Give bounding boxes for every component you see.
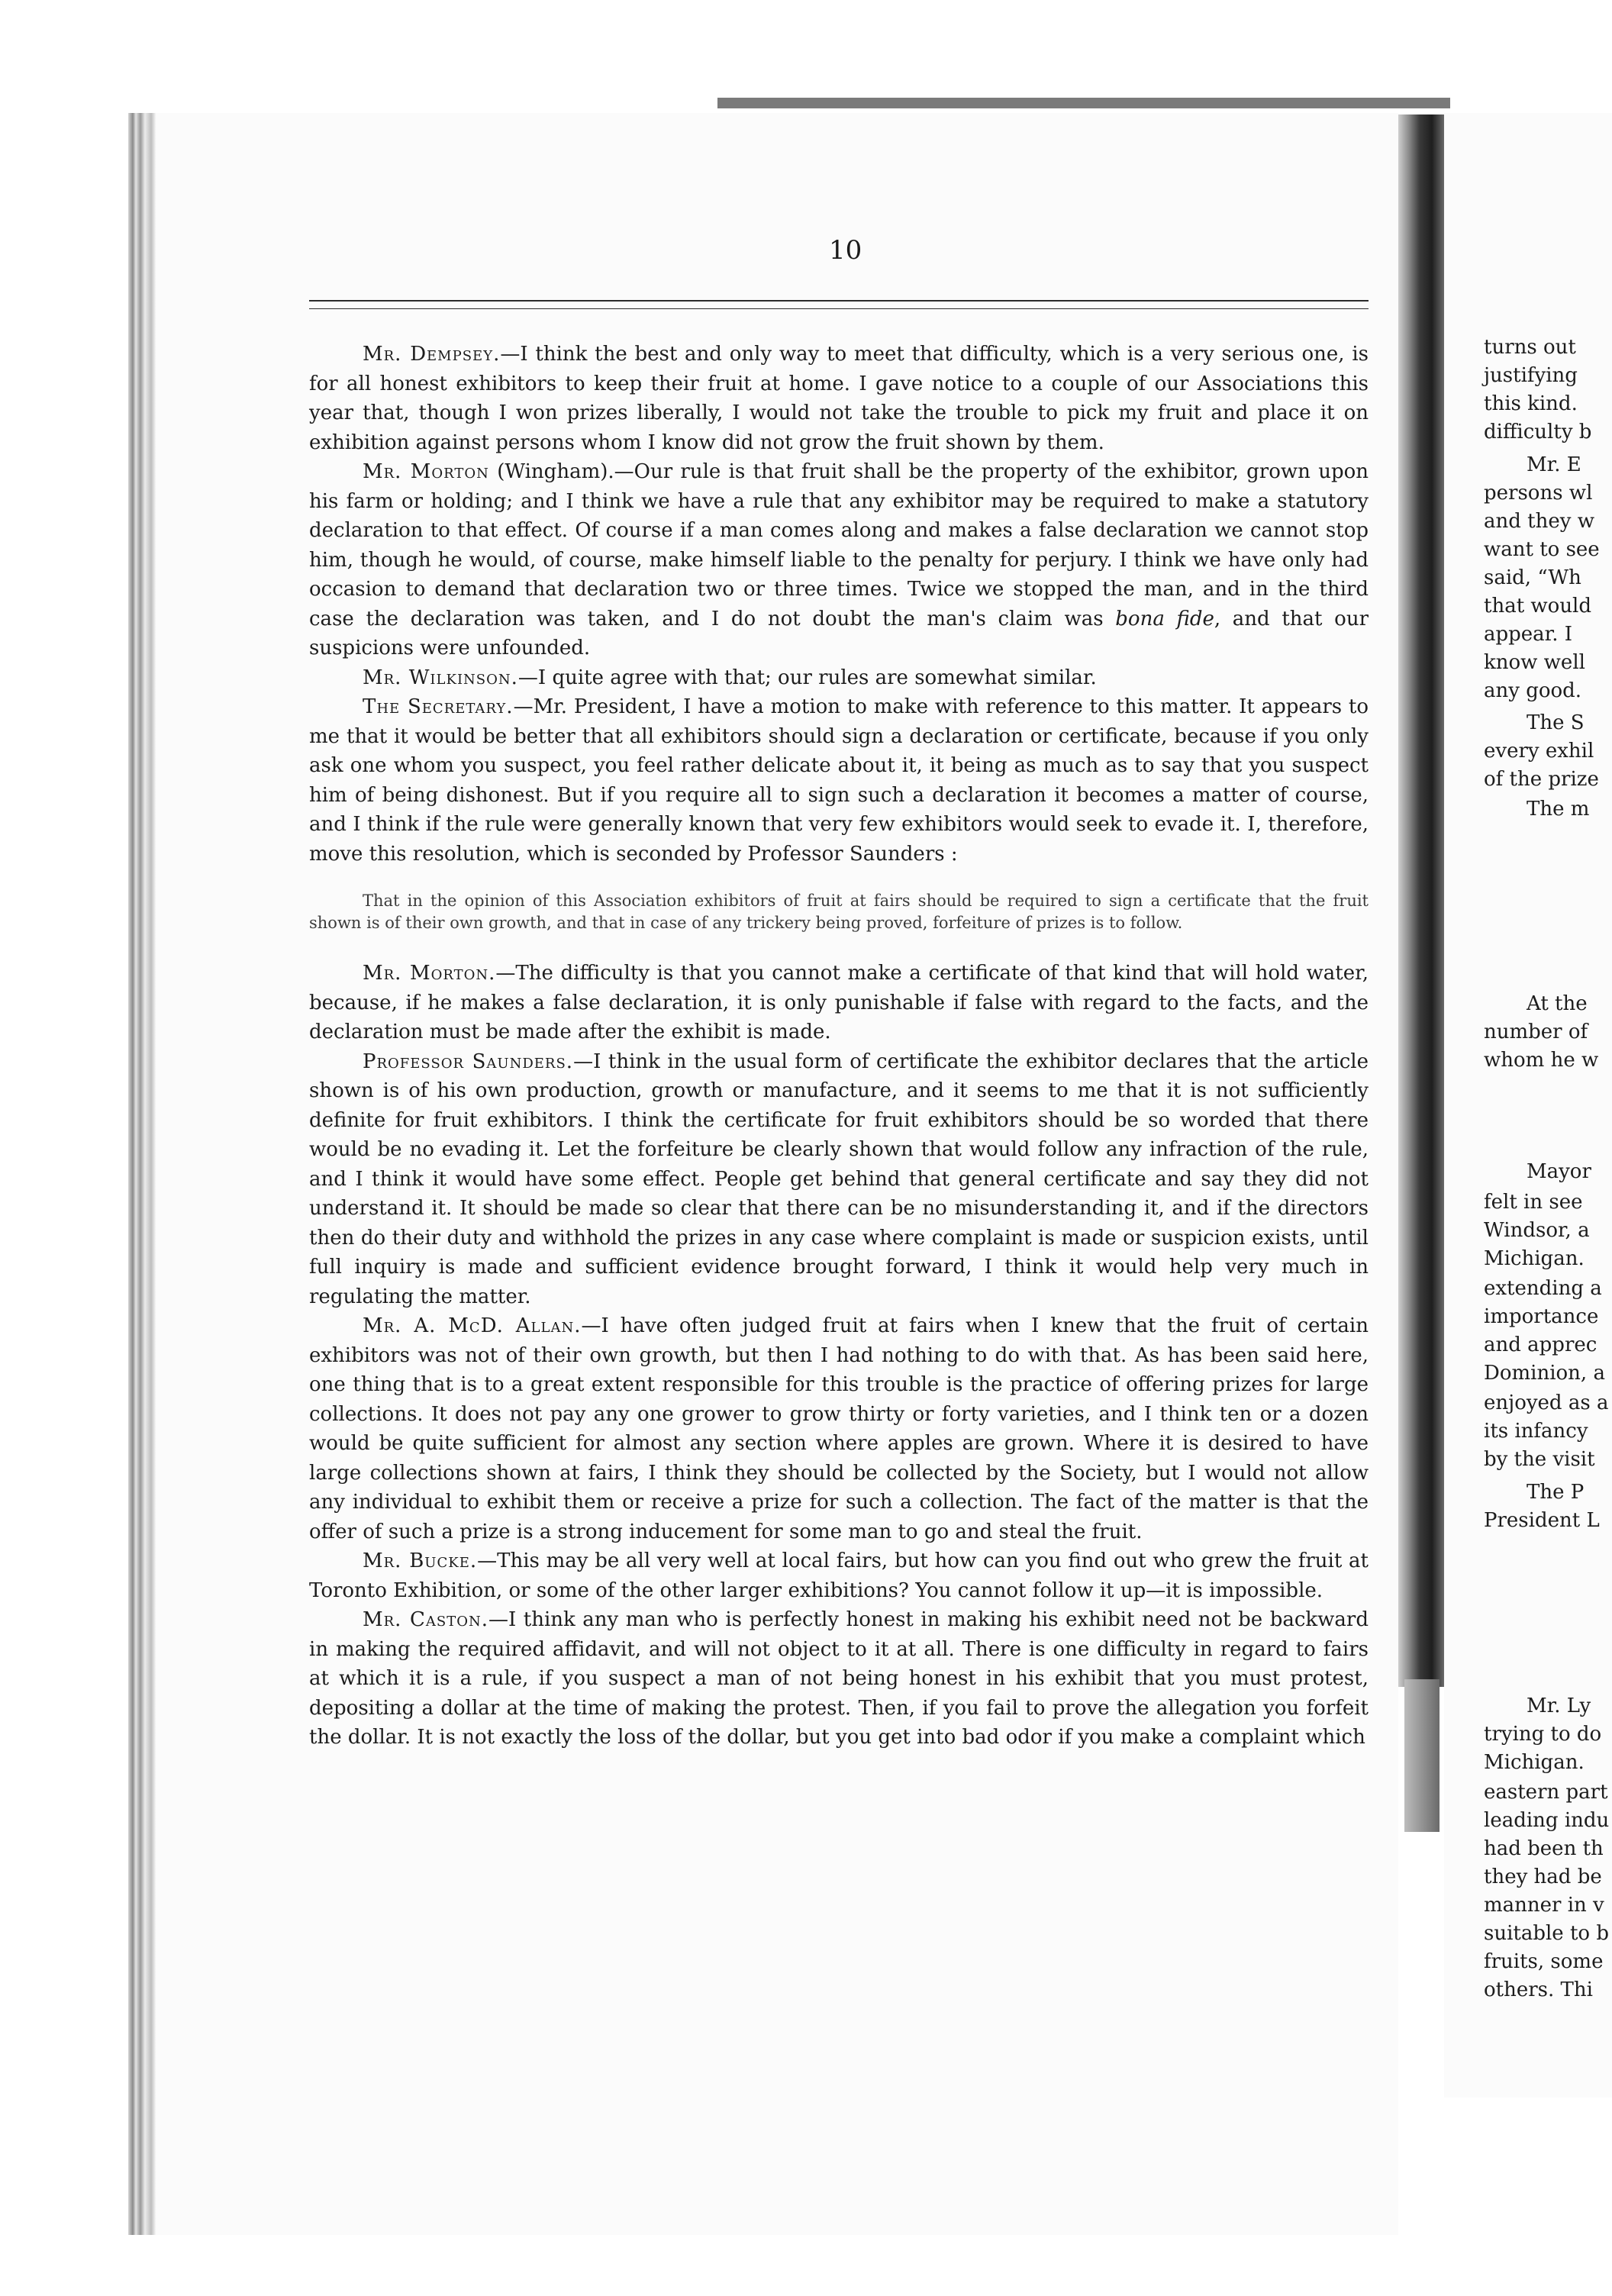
right-page-line: and they w bbox=[1484, 510, 1594, 533]
right-page-line: suitable to b bbox=[1484, 1922, 1609, 1945]
right-page-line: manner in v bbox=[1484, 1894, 1604, 1917]
speaker-name: Mr. Morton bbox=[363, 460, 489, 483]
paragraph-allan bbox=[309, 1311, 1369, 1546]
paragraph-text: —I think the best and only way to meet that difficulty, which is a very serious one, is for all honest exhibitors to keep their fruit at home. I gave notice to a couple of our Associations this year that, though I won prizes liberally, I would not take the trouble to pick my fruit and place it on exhibition against persons whom I know did not grow the fruit shown by them. bbox=[309, 343, 1369, 454]
paragraph-secretary bbox=[309, 692, 1369, 869]
right-page-line: its infancy bbox=[1484, 1420, 1588, 1443]
right-page-line: and apprec bbox=[1484, 1333, 1597, 1356]
right-page-line: felt in see bbox=[1484, 1191, 1583, 1214]
right-page-line: that would bbox=[1484, 595, 1592, 618]
right-page-line: every exhil bbox=[1484, 740, 1594, 763]
page-stack-edge bbox=[128, 113, 156, 2235]
speaker-name: Mr. Dempsey. bbox=[363, 343, 501, 366]
right-page-line: want to see bbox=[1484, 538, 1600, 561]
speaker-name: Mr. Morton. bbox=[363, 962, 496, 985]
header-rule-thick bbox=[309, 300, 1369, 302]
right-page-line: persons wl bbox=[1484, 482, 1593, 505]
speaker-name: Mr. Bucke. bbox=[363, 1549, 478, 1572]
right-page-line: At the bbox=[1527, 992, 1588, 1015]
paragraph-text: —I think in the usual form of certificate the exhibitor declares that the article shown is of his own production, growth or manufacture, and it seems to me that it is not sufficiently definite for fruit exhibitors. I think the certificate for fruit exhibitors should be so worded that there would be no evading it. Let the forfeiture be clearly shown that would follow any infraction of the rule, and I think it would have some effect. People get behind that general certificate and say they did not understand it. It should be made so clear that there can be no misunderstanding it, and if the directors then do their duty and withhold the prizes in any case where complaint is made or suspicion exists, until full inquiry is made and sufficient evidence brought forward, I think it would help very much in regulating the matter. bbox=[309, 1050, 1369, 1308]
paragraph-text: —The difficulty is that you cannot make a certificate of that kind that will hold water, because, if he makes a false declaration, it is only punishable if false with regard to the facts, and the declaration must be made after the exhibit is made. bbox=[309, 962, 1369, 1043]
paragraph-text: —I think any man who is perfectly honest in making his exhibit need not be backward in making the required affidavit, and will not object to it at all. There is one difficulty in regard to fairs at which it is a rule, if you suspect a man of not being honest in his exhibit that you must protest, depositing a dollar at the time of making the protest. Then, if you fail to prove the allegation you forfeit the dollar. It is not exactly the loss of the dollar, but you get into bad odor if you make a complaint which bbox=[309, 1608, 1369, 1749]
paragraph-saunders bbox=[309, 1047, 1369, 1312]
right-page-line: fruits, some bbox=[1484, 1950, 1604, 1973]
paragraph-morton-wingham bbox=[309, 457, 1369, 663]
speaker-name: Professor Saunders. bbox=[363, 1050, 574, 1073]
book-gutter bbox=[1398, 114, 1444, 1687]
resolution-text: That in the opinion of this Association exhibitors of fruit at fairs should be required to sign a certificate that the fruit shown is of their own growth, and that in case of any trickery being proved, forfeiture of prizes is to follow. bbox=[309, 892, 1369, 932]
right-page-line: number of bbox=[1484, 1021, 1588, 1043]
right-page-line: The P bbox=[1527, 1481, 1585, 1504]
right-page-line: enjoyed as a bbox=[1484, 1391, 1609, 1414]
right-page-line: Mr. E bbox=[1527, 453, 1581, 476]
right-page-line: of the prize bbox=[1484, 768, 1599, 791]
right-page-line: The S bbox=[1527, 711, 1585, 734]
right-page-line: know well bbox=[1484, 651, 1585, 674]
right-page-line: leading indu bbox=[1484, 1809, 1610, 1832]
paragraph-text: —I quite agree with that; our rules are somewhat similar. bbox=[517, 666, 1097, 689]
right-page-line: by the visit bbox=[1484, 1448, 1595, 1471]
right-page-line: Mr. Ly bbox=[1527, 1695, 1591, 1717]
speaker-name: Mr. Caston. bbox=[363, 1608, 488, 1631]
paragraph-caston bbox=[309, 1605, 1369, 1753]
paragraph-bucke bbox=[309, 1546, 1369, 1605]
paragraph-text: (Wingham).—Our rule is that fruit shall be the property of the exhibitor, grown upon his farm or holding; and I think we have a rule that any exhibitor may be required to make a statutory declaration to that effect. Of course if a man comes along and makes a false declaration we cannot stop him, though he would, of course, make himself liable to the penalty for perjury. I think we have only had occasion to demand that declaration two or three times. Twice we stopped the man, and in the third case the declaration was taken, and I do not doubt the man's claim was bbox=[309, 460, 1369, 630]
right-page-line: others. Thi bbox=[1484, 1978, 1593, 2001]
right-page-line: Dominion, a bbox=[1484, 1362, 1605, 1385]
paragraph-text: —Mr. President, I have a motion to make with reference to this matter. It appears to me that it would be better that all exhibitors should sign a declaration or certificate, because if you only ask one whom you suspect, you feel rather delicate about it, it being as much as to say that you suspect him of being dishonest. But if you require all to sign such a declaration it becomes a matter of course, and I think if the rule were generally known that very few exhibitors would seek to evade it. I, therefore, move this resolution, which is seconded by Professor Saunders : bbox=[309, 695, 1369, 866]
right-page-line: importance bbox=[1484, 1305, 1599, 1328]
page-number: 10 bbox=[829, 235, 862, 266]
right-page-line: trying to do bbox=[1484, 1723, 1602, 1746]
main-text-body bbox=[309, 340, 1369, 1753]
right-page-line: Mayor bbox=[1527, 1160, 1591, 1183]
speaker-name: The Secretary. bbox=[363, 695, 514, 718]
right-page-line: justifying bbox=[1484, 364, 1578, 387]
right-page-line: said, “Wh bbox=[1484, 566, 1581, 589]
speaker-name: Mr. A. McD. Allan. bbox=[363, 1314, 582, 1337]
right-page-line: eastern part bbox=[1484, 1781, 1608, 1804]
italic-phrase: bona fide bbox=[1115, 607, 1214, 630]
right-page-line: whom he w bbox=[1484, 1049, 1599, 1072]
right-page-line: Windsor, a bbox=[1484, 1219, 1590, 1242]
right-page-line: Michigan. bbox=[1484, 1751, 1585, 1774]
paragraph-dempsey bbox=[309, 340, 1369, 457]
right-page-line: had been th bbox=[1484, 1837, 1604, 1860]
paragraph-text: —I have often judged fruit at fairs when I knew that the fruit of certain exhibitors was not of their own growth, but then I had nothing to do with that. As has been said here, one thing that is to a great extent responsible for this trouble is the practice of offering prizes for large collections. It does not pay any one grower to grow thirty or forty varieties, and I think ten or a dozen would be quite sufficient for almost any section where apples are grown. Where it is desired to have large collections shown at fairs, I think they should be collected by the Society, but I would not allow any individual to exhibit them or receive a prize for such a collection. The fact of the matter is that the offer of such a prize is a strong inducement for some man to go and steal the fruit. bbox=[309, 1314, 1369, 1543]
right-page-line: this kind. bbox=[1484, 392, 1578, 415]
header-rule-thin bbox=[309, 308, 1369, 309]
paragraph-wilkinson bbox=[309, 663, 1369, 693]
right-page-line: any good. bbox=[1484, 679, 1582, 702]
right-page-line: difficulty b bbox=[1484, 421, 1592, 443]
right-page-line: turns out bbox=[1484, 336, 1576, 359]
right-page-line: they had be bbox=[1484, 1866, 1602, 1888]
right-page-line: appear. I bbox=[1484, 623, 1573, 646]
speaker-name: Mr. Wilkinson. bbox=[363, 666, 518, 689]
right-page-line: Michigan. bbox=[1484, 1247, 1585, 1270]
paragraph-text: —This may be all very well at local fairs, but how can you find out who grew the fruit at Toronto Exhibition, or some of the other larger exhibitions? You cannot follow it up—it is impossible. bbox=[309, 1549, 1369, 1602]
right-page-line: The m bbox=[1527, 798, 1590, 821]
book-top-edge bbox=[717, 98, 1450, 108]
right-page-line: President L bbox=[1484, 1509, 1600, 1532]
right-page-line: extending a bbox=[1484, 1277, 1602, 1300]
paragraph-morton bbox=[309, 959, 1369, 1047]
paragraph-text-after: , and that our suspicions were unfounded. bbox=[309, 607, 1369, 659]
book-gutter-lower bbox=[1404, 1679, 1440, 1832]
